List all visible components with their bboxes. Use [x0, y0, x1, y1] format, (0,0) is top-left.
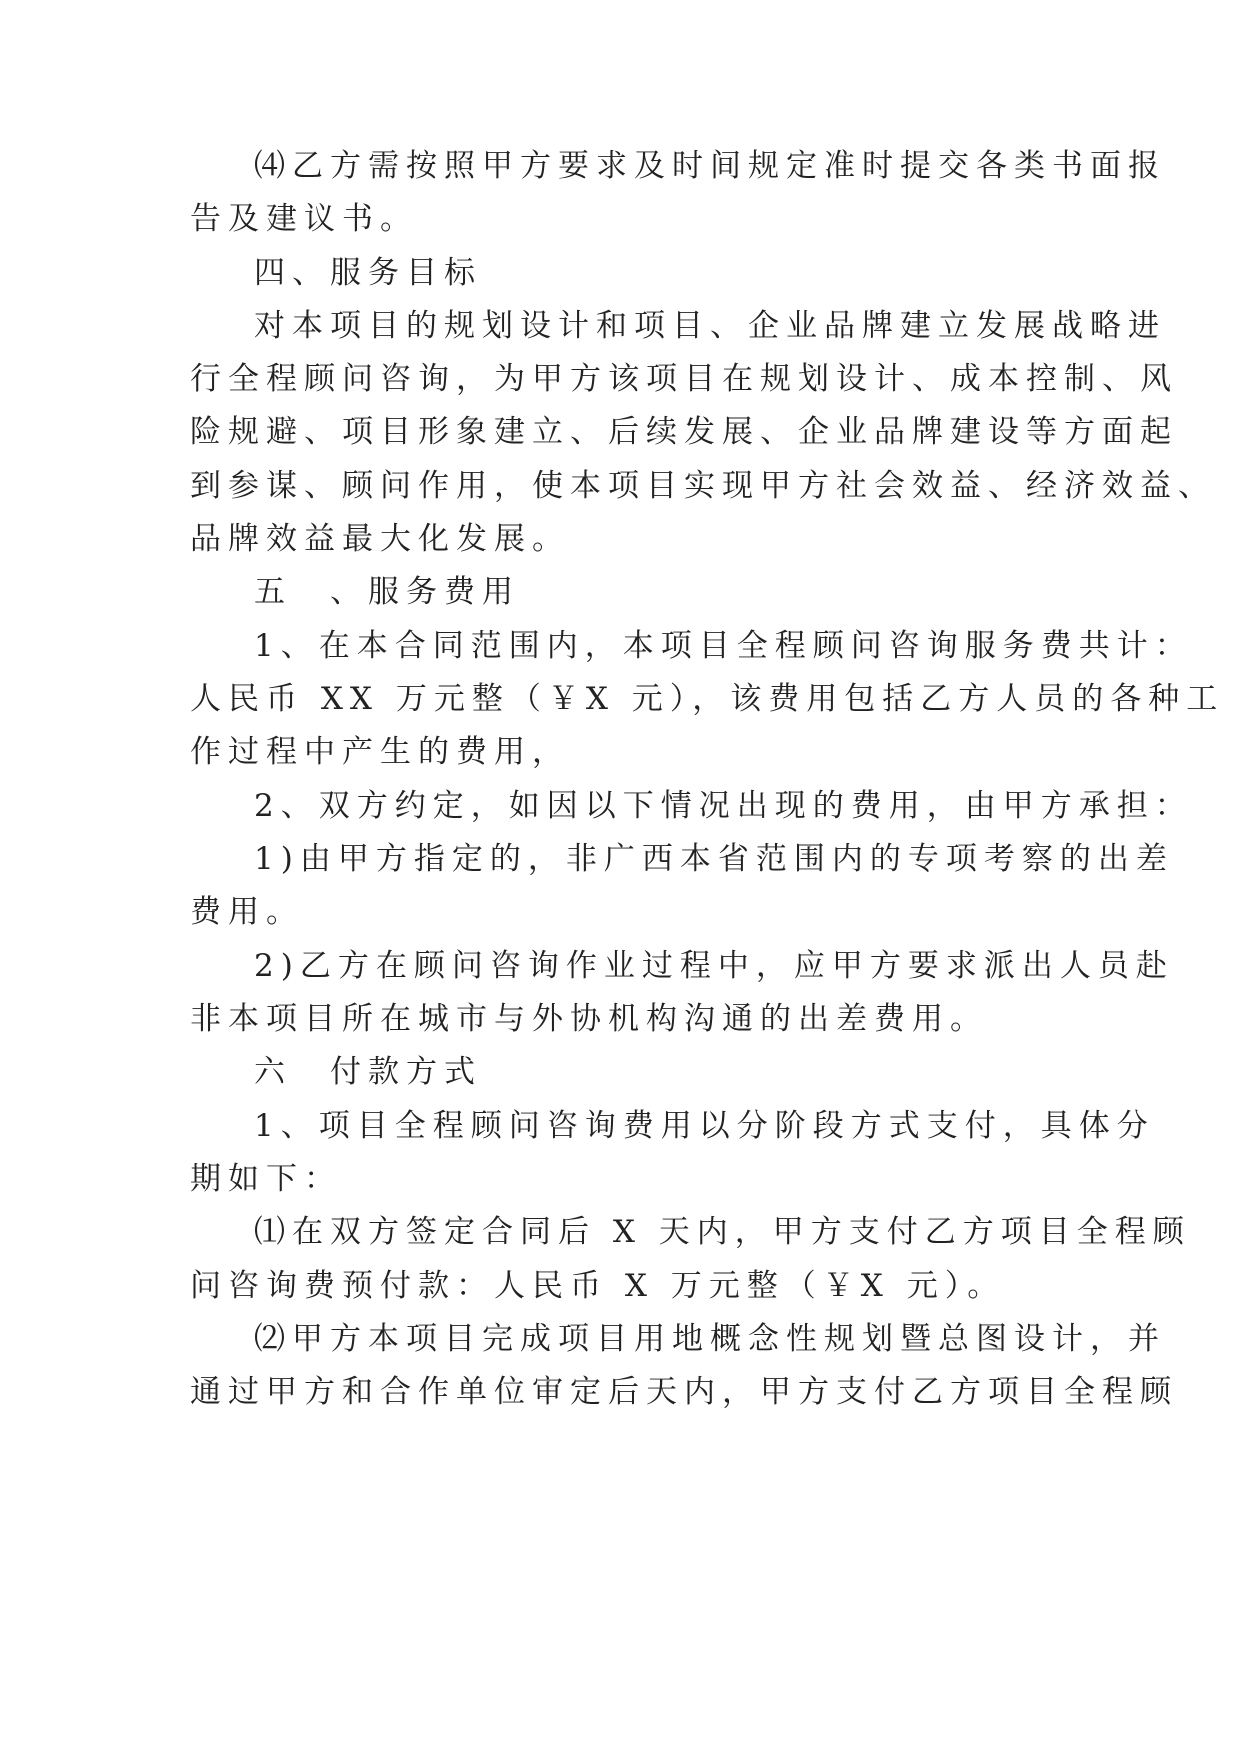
- text-line: 1、在本合同范围内，本项目全程顾问咨询服务费共计：: [254, 628, 1193, 664]
- text-line: 险规避、项目形象建立、后续发展、企业品牌建设等方面起: [190, 414, 1178, 450]
- section-heading: 六 付款方式: [254, 1054, 482, 1090]
- text-line: 通过甲方和合作单位审定后天内，甲方支付乙方项目全程顾: [190, 1374, 1178, 1410]
- text-line: 1)由甲方指定的，非广西本省范围内的专项考察的出差: [254, 841, 1174, 877]
- text-line: 对本项目的规划设计和项目、企业品牌建立发展战略进: [254, 308, 1166, 344]
- section-heading: 四、服务目标: [254, 255, 482, 291]
- text-line: ⑴在双方签定合同后 X 天内，甲方支付乙方项目全程顾: [254, 1214, 1191, 1250]
- text-line: 行全程顾问咨询，为甲方该项目在规划设计、成本控制、风: [190, 361, 1178, 397]
- text-line: 2)乙方在顾问咨询作业过程中，应甲方要求派出人员赴: [254, 948, 1174, 984]
- text-line: ⑷乙方需按照甲方要求及时间规定准时提交各类书面报: [254, 148, 1166, 184]
- text-line: ⑵甲方本项目完成项目用地概念性规划暨总图设计，并: [254, 1321, 1166, 1357]
- text-line: 到参谋、顾问作用，使本项目实现甲方社会效益、经济效益、: [190, 468, 1216, 504]
- text-line: 告及建议书。: [190, 201, 418, 237]
- text-line: 1、项目全程顾问咨询费用以分阶段方式支付，具体分: [254, 1108, 1155, 1144]
- section-heading: 五 、服务费用: [254, 574, 520, 610]
- text-line: 费用。: [190, 894, 304, 930]
- text-line: 作过程中产生的费用，: [190, 734, 570, 770]
- text-line: 期如下：: [190, 1161, 342, 1197]
- text-line: 问咨询费预付款：人民币 X 万元整（￥X 元）。: [190, 1268, 1006, 1304]
- text-line: 2、双方约定，如因以下情况出现的费用，由甲方承担：: [254, 788, 1193, 824]
- text-line: 非本项目所在城市与外协机构沟通的出差费用。: [190, 1001, 988, 1037]
- text-line: 品牌效益最大化发展。: [190, 521, 570, 557]
- text-line: 人民币 XX 万元整（￥X 元），该费用包括乙方人员的各种工: [190, 681, 1225, 717]
